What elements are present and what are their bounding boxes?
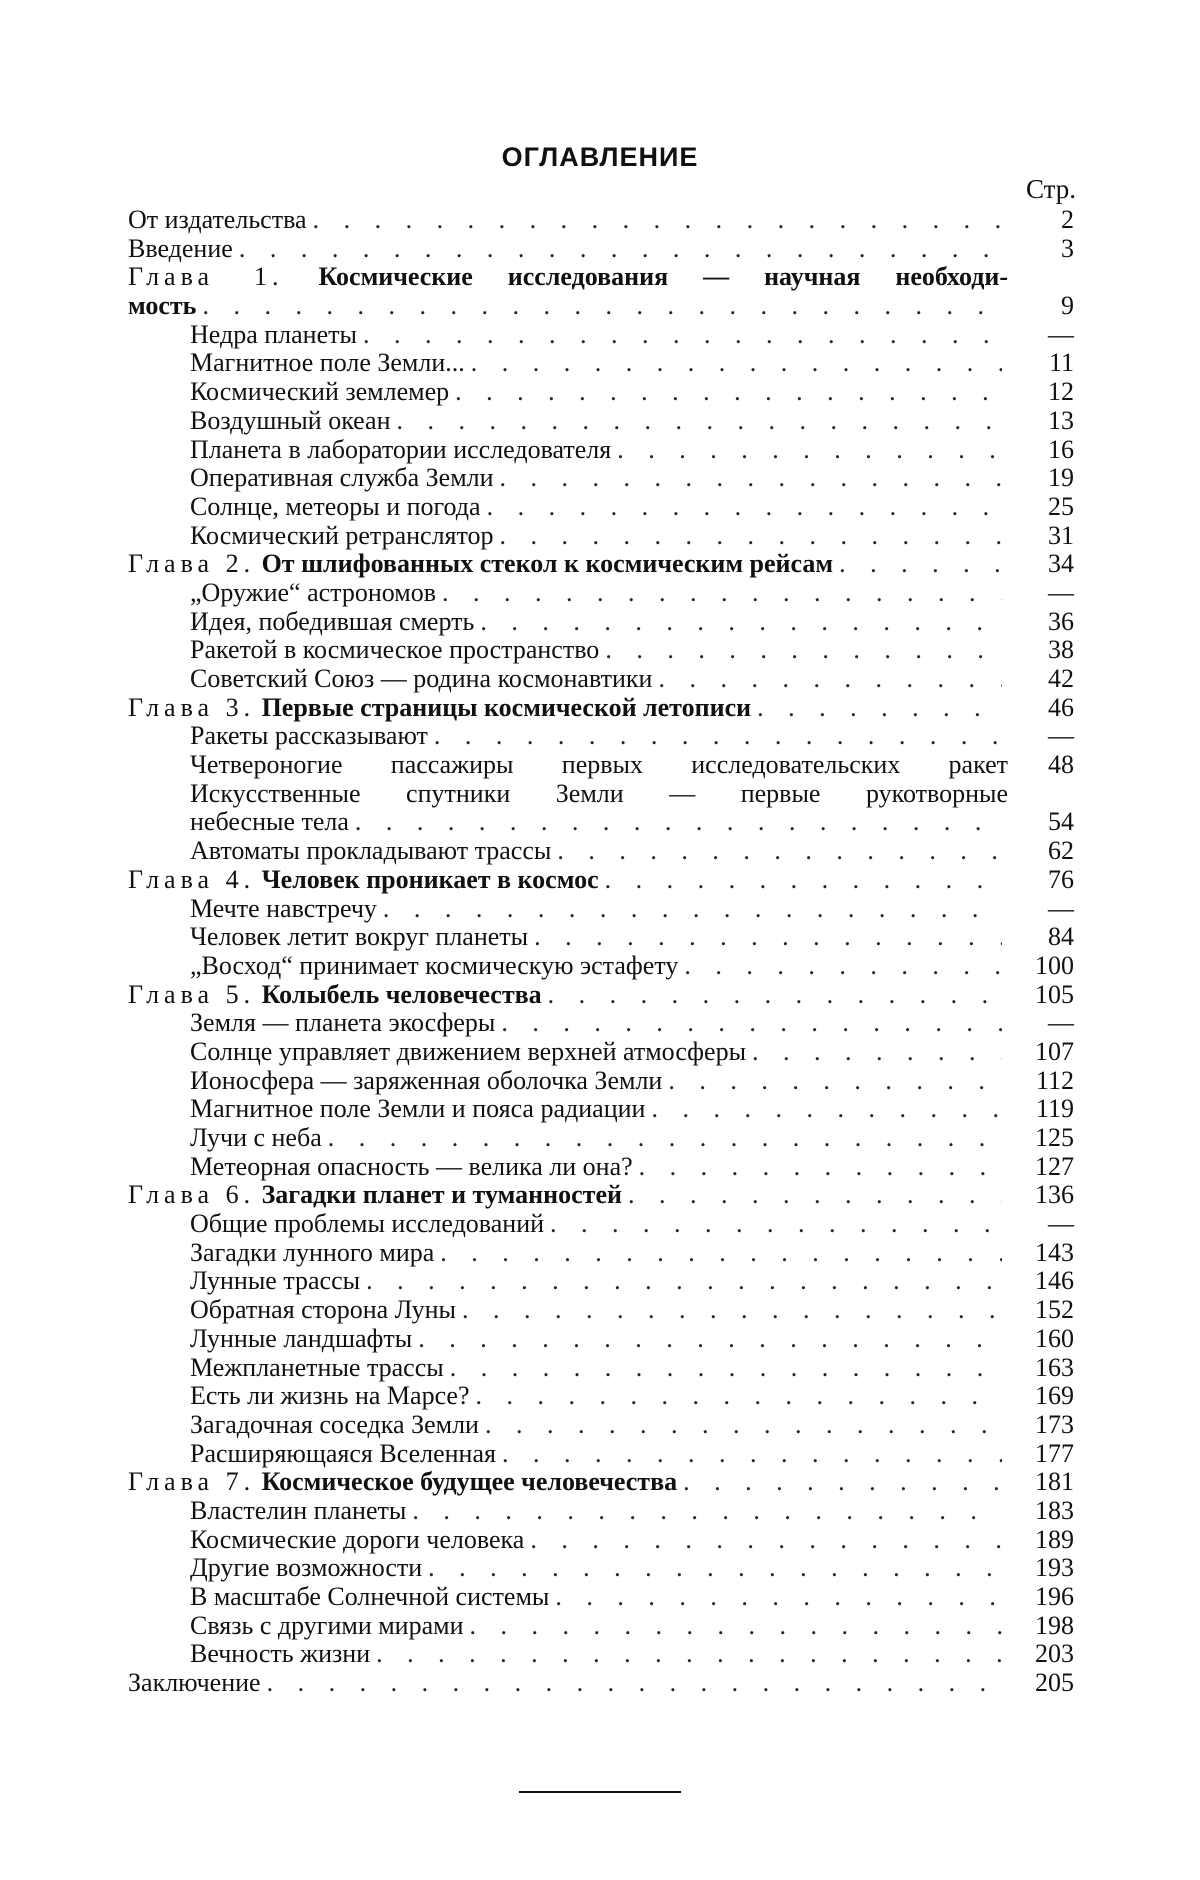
toc-section[interactable] xyxy=(128,837,1074,866)
dot-leader xyxy=(557,837,1002,866)
dot-leader xyxy=(455,378,1002,407)
section-title: Космический землемер xyxy=(190,378,450,407)
section-title: Есть ли жизнь на Марсе? xyxy=(190,1382,470,1411)
section-title: Советский Союз — родина космонавтики xyxy=(190,665,653,693)
section-title: Загадочная соседка Земли xyxy=(190,1410,479,1439)
toc-section[interactable] xyxy=(128,1239,1074,1268)
page-number: 181 xyxy=(1035,1467,1074,1497)
page-number: 11 xyxy=(1048,348,1074,378)
page-number: 12 xyxy=(1048,377,1074,407)
section-title: Космический ретранслятор xyxy=(190,521,494,550)
chapter-number: Глава 4. xyxy=(128,865,256,894)
section-title: Земля — планета экосферы xyxy=(190,1009,496,1038)
page-number: 105 xyxy=(1035,979,1074,1009)
toc-list xyxy=(128,206,1074,1698)
page-number: 76 xyxy=(1048,864,1074,894)
toc-section-continuation[interactable] xyxy=(128,808,1074,837)
section-title: Лунные трассы xyxy=(190,1267,361,1296)
chapter-number: Глава 2. xyxy=(128,550,256,579)
dot-leader xyxy=(530,1526,1002,1555)
page-number: 143 xyxy=(1035,1237,1074,1267)
dot-leader xyxy=(480,608,1002,637)
page-number: 25 xyxy=(1048,491,1074,521)
toc-section[interactable] xyxy=(128,1124,1074,1153)
toc-section[interactable] xyxy=(128,579,1074,608)
toc-entry[interactable] xyxy=(128,206,1074,235)
section-title: Искусственные спутники Земли — первые рукотворные xyxy=(190,779,1008,808)
dot-leader xyxy=(450,1354,1002,1383)
dot-leader xyxy=(683,1468,1002,1497)
section-title: Планета в лаборатории исследователя xyxy=(190,435,612,464)
section-title: Ракеты рассказывают xyxy=(190,722,428,751)
page-number: 34 xyxy=(1048,549,1074,579)
page-number: — xyxy=(1048,1008,1074,1038)
page-number: 48 xyxy=(1048,750,1074,780)
section-title: Человек летит вокруг планеты xyxy=(190,923,529,952)
dot-leader xyxy=(313,206,1002,235)
closing-rule xyxy=(519,1791,681,1793)
page-number: — xyxy=(1048,319,1074,349)
section-title: Идея, победившая смерть xyxy=(190,607,475,636)
toc-chapter[interactable] xyxy=(128,263,1074,292)
toc-section[interactable] xyxy=(128,1382,1074,1411)
section-title: Властелин планеты xyxy=(190,1496,407,1525)
dot-leader xyxy=(605,636,1002,665)
toc-chapter[interactable] xyxy=(128,694,1074,723)
page-number: 42 xyxy=(1048,664,1074,693)
dot-leader xyxy=(239,235,1002,264)
page-number: 13 xyxy=(1048,405,1074,435)
dot-leader xyxy=(328,1124,1002,1153)
chapter-number: Глава 1. xyxy=(128,263,284,292)
chapter-title: От шлифованных стекол к космическим рейсам xyxy=(261,550,834,579)
dot-leader xyxy=(668,1067,1002,1096)
toc-chapter-continuation[interactable] xyxy=(128,292,1074,321)
chapter-title-continuation: мость xyxy=(128,292,197,321)
section-title: „Оружие“ астрономов xyxy=(190,578,436,607)
page-number: 119 xyxy=(1035,1094,1074,1124)
dot-leader xyxy=(363,321,1002,350)
page-number: 196 xyxy=(1035,1582,1074,1611)
dot-leader xyxy=(428,1554,1002,1583)
toc-section[interactable] xyxy=(128,436,1074,465)
page-number: 54 xyxy=(1048,807,1074,837)
page-number: 152 xyxy=(1035,1295,1074,1325)
chapter-number: Глава 6. xyxy=(128,1181,256,1210)
toc-section[interactable] xyxy=(128,722,1074,751)
page-number: 205 xyxy=(1035,1668,1074,1698)
toc-section[interactable] xyxy=(128,1526,1074,1555)
page-number: 198 xyxy=(1035,1610,1074,1640)
chapter-title: Колыбель человечества xyxy=(261,980,542,1009)
page-number: 46 xyxy=(1048,692,1074,722)
page-number: 9 xyxy=(1061,291,1074,321)
toc-chapter[interactable] xyxy=(128,550,1074,579)
page-number: — xyxy=(1048,577,1074,607)
chapter-title: Загадки планет и туманностей xyxy=(261,1181,622,1210)
section-title: Вечность жизни xyxy=(190,1640,371,1669)
page-number: 38 xyxy=(1048,635,1074,665)
dot-leader xyxy=(502,1440,1002,1469)
toc-section[interactable] xyxy=(128,751,1074,780)
toc-section[interactable] xyxy=(128,1554,1074,1583)
page-number: 203 xyxy=(1035,1639,1074,1669)
section-title: Космические дороги человека xyxy=(190,1525,525,1554)
section-title: Оперативная служба Земли xyxy=(190,464,494,493)
dot-leader xyxy=(839,550,1002,579)
toc-section[interactable] xyxy=(128,1411,1074,1440)
section-title: Солнце управляет движением верхней атмосферы xyxy=(190,1037,747,1066)
page-number: 62 xyxy=(1048,836,1074,866)
toc-section[interactable] xyxy=(128,1497,1074,1526)
dot-leader xyxy=(267,1669,1002,1698)
dot-leader xyxy=(462,1296,1002,1325)
section-title: Ракетой в космическое пространство xyxy=(190,636,600,665)
toc-section[interactable] xyxy=(128,1612,1074,1641)
dot-leader xyxy=(440,1239,1002,1268)
dot-leader xyxy=(412,1497,1002,1526)
page-number: 160 xyxy=(1035,1323,1074,1353)
toc-section[interactable] xyxy=(128,321,1074,350)
dot-leader xyxy=(757,694,1002,723)
page-number: 19 xyxy=(1048,463,1074,493)
page-number: 183 xyxy=(1035,1495,1074,1525)
chapter-title: Первые страницы космической летописи xyxy=(261,693,752,722)
page-number: 193 xyxy=(1035,1553,1074,1583)
dot-leader xyxy=(651,1095,1002,1124)
page-number: 163 xyxy=(1035,1352,1074,1382)
toc-section[interactable] xyxy=(128,378,1074,407)
dot-leader xyxy=(555,1583,1002,1612)
page-number: 3 xyxy=(1061,233,1074,263)
toc-section[interactable] xyxy=(128,1640,1074,1669)
toc-section[interactable] xyxy=(128,952,1074,981)
section-title: Мечте навстречу xyxy=(190,894,377,923)
toc-section[interactable] xyxy=(128,895,1074,924)
section-title: Метеорная опасность — велика ли она? xyxy=(190,1152,633,1181)
section-title: „Восход“ принимает космическую эстафету xyxy=(190,951,679,980)
dot-leader xyxy=(396,407,1002,436)
toc-entry-title: Введение xyxy=(128,234,233,263)
toc-section[interactable] xyxy=(128,1210,1074,1239)
section-title: небесные тела xyxy=(190,808,349,837)
dot-leader xyxy=(366,1267,1002,1296)
page-title: ОГЛАВЛЕНИЕ xyxy=(501,142,699,172)
section-title: Лучи с неба xyxy=(190,1124,322,1152)
toc-section[interactable] xyxy=(128,407,1074,436)
page-number: 169 xyxy=(1035,1381,1074,1411)
section-title: Воздушный океан xyxy=(190,406,391,435)
dot-leader xyxy=(639,1153,1002,1182)
dot-leader xyxy=(355,808,1002,837)
page-number: — xyxy=(1048,721,1074,751)
toc-section[interactable] xyxy=(128,1067,1074,1096)
dot-leader xyxy=(383,895,1002,924)
dot-leader xyxy=(605,866,1002,895)
page-number: 189 xyxy=(1035,1524,1074,1554)
toc-section[interactable] xyxy=(128,349,1074,378)
toc-section[interactable] xyxy=(128,665,1074,694)
section-title: Лунные ландшафты xyxy=(190,1324,413,1353)
toc-section[interactable] xyxy=(128,636,1074,665)
dot-leader xyxy=(434,722,1002,751)
toc-section[interactable] xyxy=(128,1038,1074,1067)
toc-chapter[interactable] xyxy=(128,981,1074,1010)
toc-section[interactable] xyxy=(128,608,1074,637)
page-number: 112 xyxy=(1035,1065,1074,1095)
toc-section[interactable] xyxy=(128,923,1074,952)
toc-entry-title: От издательства xyxy=(128,206,307,234)
dot-leader xyxy=(470,1612,1002,1641)
toc-entry[interactable] xyxy=(128,1669,1074,1698)
page-number: 16 xyxy=(1048,434,1074,464)
section-title: Общие проблемы исследований xyxy=(190,1210,545,1239)
toc-chapter[interactable] xyxy=(128,1181,1074,1210)
toc-section[interactable] xyxy=(128,522,1074,551)
toc-chapter[interactable] xyxy=(128,866,1074,895)
toc-section[interactable] xyxy=(128,493,1074,522)
page-number: 125 xyxy=(1035,1123,1074,1152)
dot-leader xyxy=(617,436,1002,465)
dot-leader xyxy=(476,1382,1003,1411)
section-title: Расширяющаяся Вселенная xyxy=(190,1439,496,1468)
dot-leader xyxy=(485,1411,1002,1440)
toc-section[interactable] xyxy=(128,464,1074,493)
dot-leader xyxy=(487,493,1002,522)
page-number: 36 xyxy=(1048,606,1074,636)
dot-leader xyxy=(376,1640,1002,1669)
dot-leader xyxy=(418,1325,1002,1354)
page-number: 173 xyxy=(1035,1409,1074,1439)
dot-leader xyxy=(202,292,1002,321)
dot-leader xyxy=(628,1181,1002,1210)
page-number: — xyxy=(1048,893,1074,923)
page-number: 31 xyxy=(1048,520,1074,550)
section-title: Четвероногие пассажиры первых исследовательских ракет xyxy=(190,751,1008,780)
toc-section[interactable] xyxy=(128,1325,1074,1354)
chapter-title: Космические исследования — научная необходи- xyxy=(318,263,1008,292)
toc-section[interactable] xyxy=(128,1153,1074,1182)
chapter-title: Человек проникает в космос xyxy=(261,865,599,894)
page-column-label: Стр. xyxy=(1025,174,1076,204)
chapter-number: Глава 5. xyxy=(128,980,256,1009)
dot-leader xyxy=(658,665,1002,694)
section-title: Ионосфера — заряженная оболочка Земли xyxy=(190,1066,663,1095)
chapter-number: Глава 7. xyxy=(128,1468,256,1497)
page-number: 100 xyxy=(1035,950,1074,980)
page-number: 107 xyxy=(1035,1036,1074,1066)
toc-section[interactable] xyxy=(128,780,1074,809)
toc-section[interactable] xyxy=(128,1440,1074,1469)
toc-section[interactable] xyxy=(128,1296,1074,1325)
dot-leader xyxy=(752,1038,1002,1067)
section-title: Автоматы прокладывают трассы xyxy=(190,837,552,866)
chapter-title: Космическое будущее человечества xyxy=(261,1468,678,1497)
dot-leader xyxy=(684,952,1002,981)
section-title: Магнитное поле Земли и пояса радиации xyxy=(190,1095,646,1124)
page-number: 2 xyxy=(1061,205,1074,234)
toc-section[interactable] xyxy=(128,1009,1074,1038)
page-number: 177 xyxy=(1035,1438,1074,1468)
toc-entry-title: Заключение xyxy=(128,1669,261,1698)
section-title: Недра планеты xyxy=(190,320,357,349)
dot-leader xyxy=(534,923,1002,952)
toc-section[interactable] xyxy=(128,1267,1074,1296)
dot-leader xyxy=(500,464,1002,493)
page-number: 146 xyxy=(1035,1266,1074,1296)
dot-leader xyxy=(501,1009,1002,1038)
section-title: Межпланетные трассы xyxy=(190,1353,444,1382)
toc-chapter[interactable] xyxy=(128,1468,1074,1497)
toc-section[interactable] xyxy=(128,1583,1074,1612)
page-number: 127 xyxy=(1035,1151,1074,1181)
section-title: Загадки лунного мира xyxy=(190,1238,435,1267)
page-number: 136 xyxy=(1035,1180,1074,1210)
section-title: Обратная сторона Луны xyxy=(190,1296,457,1325)
page-number: — xyxy=(1048,1209,1074,1239)
section-title: Другие возможности xyxy=(190,1554,423,1583)
chapter-number: Глава 3. xyxy=(128,693,256,722)
section-title: Магнитное поле Земли... xyxy=(190,349,465,378)
section-title: Связь с другими мирами xyxy=(190,1611,464,1640)
dot-leader xyxy=(548,981,1002,1010)
section-title: В масштабе Солнечной системы xyxy=(190,1583,550,1611)
section-title: Солнце, метеоры и погода xyxy=(190,492,481,521)
toc-entry[interactable] xyxy=(128,235,1074,264)
toc-section[interactable] xyxy=(128,1354,1074,1383)
toc-section[interactable] xyxy=(128,1095,1074,1124)
dot-leader xyxy=(550,1210,1002,1239)
dot-leader xyxy=(442,579,1002,608)
dot-leader xyxy=(500,522,1002,551)
page-number: 84 xyxy=(1048,922,1074,952)
dot-leader xyxy=(471,349,1002,378)
